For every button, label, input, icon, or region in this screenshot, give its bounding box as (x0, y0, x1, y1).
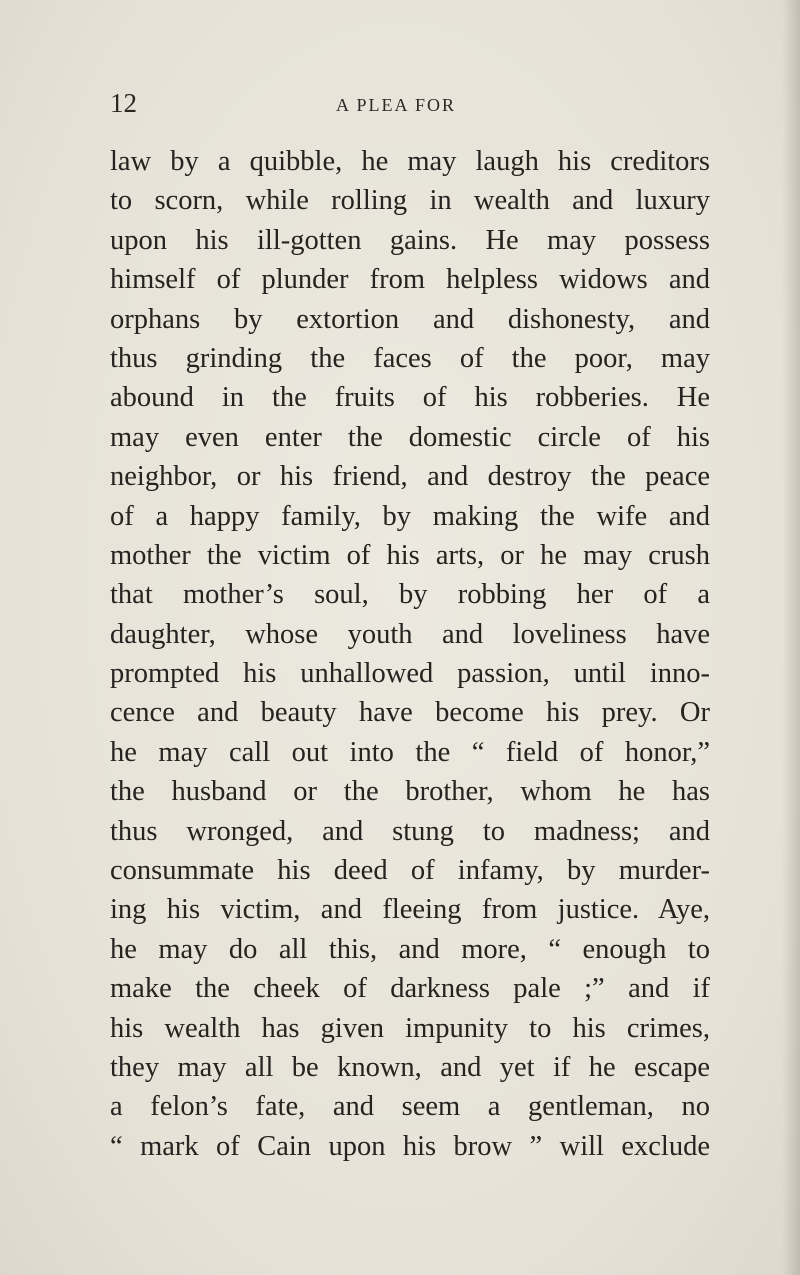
text-line: that mother’s soul, by robbing her of a (110, 579, 710, 611)
text-line: law by a quibble, he may laugh his creditors (110, 146, 710, 177)
text-line: his wealth has given impunity to his crimes, (110, 1012, 710, 1044)
page-number: 12 (110, 88, 137, 118)
text-line: of a happy family, by making the wife and (110, 500, 710, 532)
text-line: make the cheek of darkness pale ;” and if (110, 973, 710, 1005)
text-line: he may do all this, and more, “ enough to (110, 933, 710, 965)
text-line: himself of plunder from helpless widows and (110, 264, 710, 296)
text-line: prompted his unhallowed passion, until inno- (110, 658, 710, 690)
body-text (110, 142, 710, 1166)
text-line: ing his victim, and fleeing from justice. Aye, (110, 894, 710, 926)
text-line: thus grinding the faces of the poor, may (110, 342, 710, 374)
page-edge-shadow (782, 0, 800, 1275)
text-line: mother the victim of his arts, or he may crush (110, 539, 710, 571)
text-line: abound in the fruits of his robberies. He (110, 382, 710, 414)
text-line: he may call out into the “ field of honor,” (110, 736, 710, 768)
text-line: cence and beauty have become his prey. Or (110, 697, 710, 729)
page-header (110, 88, 710, 124)
running-head: A PLEA FOR (336, 95, 457, 115)
text-line: may even enter the domestic circle of his (110, 421, 710, 453)
text-line: “ mark of Cain upon his brow ” will exclude (110, 1130, 710, 1162)
text-line: to scorn, while rolling in wealth and luxury (110, 185, 710, 217)
text-line: orphans by extortion and dishonesty, and (110, 303, 710, 335)
text-line: they may all be known, and yet if he escape (110, 1051, 710, 1083)
text-line: thus wronged, and stung to madness; and (110, 815, 710, 847)
text-line: consummate his deed of infamy, by murder- (110, 855, 710, 887)
text-line: a felon’s fate, and seem a gentleman, no (110, 1091, 710, 1123)
text-line: daughter, whose youth and loveliness have (110, 618, 710, 650)
text-line: neighbor, or his friend, and destroy the peace (110, 461, 710, 493)
text-line: the husband or the brother, whom he has (110, 776, 710, 808)
text-line: upon his ill-gotten gains. He may possess (110, 224, 710, 256)
